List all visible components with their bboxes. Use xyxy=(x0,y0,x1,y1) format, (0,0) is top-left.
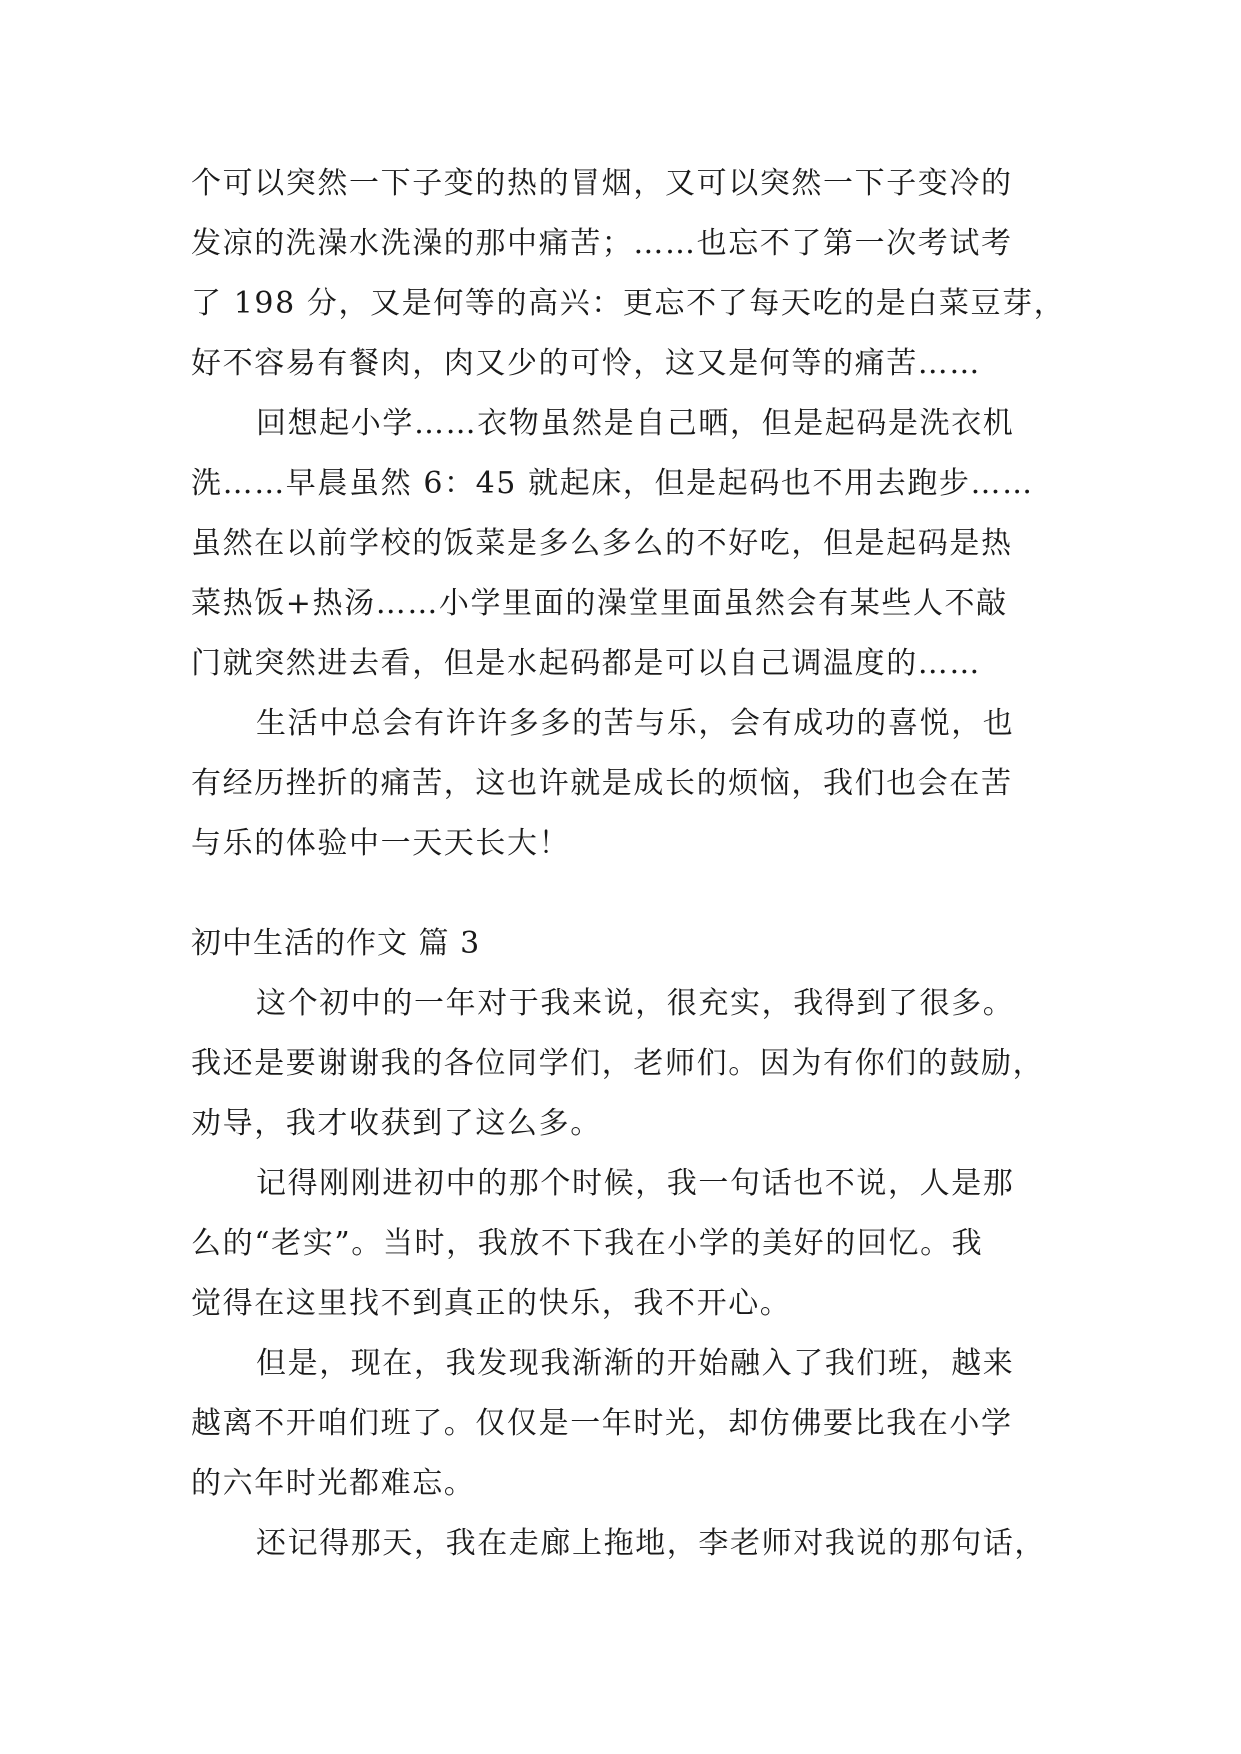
text-line: 发凉的洗澡水洗澡的那中痛苦；……也忘不了第一次考试考 xyxy=(191,226,1013,261)
text-line: 了 198 分，又是何等的高兴：更忘不了每天吃的是白菜豆芽， xyxy=(191,286,1066,321)
text-line: 回想起小学……衣物虽然是自己晒，但是起码是洗衣机 xyxy=(256,406,1015,441)
text-line: 这个初中的一年对于我来说，很充实，我得到了很多。 xyxy=(256,986,1015,1021)
text-line: 觉得在这里找不到真正的快乐，我不开心。 xyxy=(191,1286,792,1321)
text-line: 菜热饭+热汤……小学里面的澡堂里面虽然会有某些人不敲 xyxy=(191,586,1008,621)
text-line: 但是，现在，我发现我渐渐的开始融入了我们班，越来 xyxy=(256,1346,1015,1381)
text-line: 生活中总会有许许多多的苦与乐，会有成功的喜悦，也 xyxy=(256,706,1015,741)
text-line: 与乐的体验中一天天长大！ xyxy=(191,826,571,861)
text-line: 洗……早晨虽然 6：45 就起床，但是起码也不用去跑步…… xyxy=(191,466,1034,501)
text-line: 门就突然进去看，但是水起码都是可以自己调温度的…… xyxy=(191,646,981,681)
section-heading: 初中生活的作文 篇 3 xyxy=(191,926,481,961)
text-line: 还记得那天，我在走廊上拖地，李老师对我说的那句话， xyxy=(256,1526,1046,1561)
text-line: 劝导，我才收获到了这么多。 xyxy=(191,1106,602,1141)
text-line: 越离不开咱们班了。仅仅是一年时光，却仿佛要比我在小学 xyxy=(191,1406,1013,1441)
text-line: 虽然在以前学校的饭菜是多么多么的不好吃，但是起码是热 xyxy=(191,526,1013,561)
text-line: 有经历挫折的痛苦，这也许就是成长的烦恼，我们也会在苦 xyxy=(191,766,1013,801)
text-line: 好不容易有餐肉，肉又少的可怜，这又是何等的痛苦…… xyxy=(191,346,981,381)
text-line: 记得刚刚进初中的那个时候，我一句话也不说，人是那 xyxy=(256,1166,1015,1201)
text-line: 的六年时光都难忘。 xyxy=(191,1466,476,1501)
text-line: 个可以突然一下子变的热的冒烟，又可以突然一下子变冷的 xyxy=(191,166,1013,201)
text-line: 么的“老实”。当时，我放不下我在小学的美好的回忆。我 xyxy=(191,1226,984,1261)
text-line: 我还是要谢谢我的各位同学们，老师们。因为有你们的鼓励， xyxy=(191,1046,1045,1081)
